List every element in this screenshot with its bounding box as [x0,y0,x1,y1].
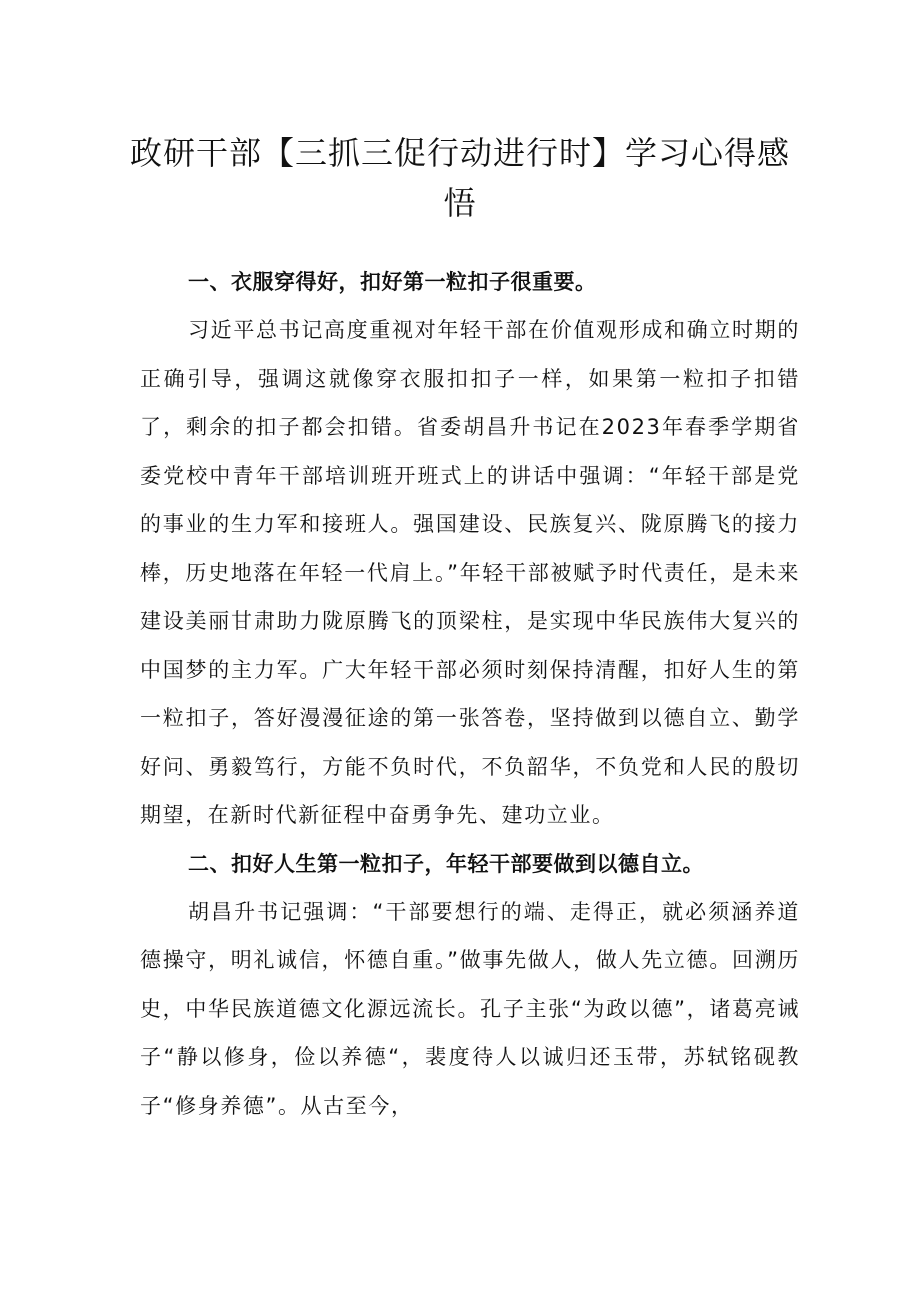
section-paragraph-2: 胡昌升书记强调：“干部要想行的端、走得正，就必须涵养道德操守，明礼诚信，怀德自重。”做事先做人，做人先立德。回溯历史，中华民族道德文化源远流长。孔子主张“为政以德”，诸葛亮诫子“静以修身，俭以养德“，裴度待人以诚归还玉带，苏轼铭砚教子“修身养德”。从古至今， [140,899,800,1118]
section-heading-2: 二、扣好人生第一粒扣子，年轻干部要做到以德自立。 [188,851,704,876]
section-paragraph-1: 习近平总书记高度重视对年轻干部在价值观形成和确立时期的正确引导，强调这就像穿衣服扣扣子一样，如果第一粒扣子扣错了，剩余的扣子都会扣错。省委胡昌升书记在2023年春季学期省委党校中青年干部培训班开班式上的讲话中强调：“年轻干部是党的事业的生力军和接班人。强国建设、民族复兴、陇原腾飞的接力棒，历史地落在年轻一代肩上。”年轻干部被赋予时代责任，是未来建设美丽甘肃助力陇原腾飞的顶梁柱，是实现中华民族伟大复兴的中国梦的主力军。广大年轻干部必须时刻保持清醒，扣好人生的第一粒扣子，答好漫漫征途的第一张答卷，坚持做到以德自立、勤学好问、勇毅笃行，方能不负时代，不负韶华，不负党和人民的殷切期望，在新时代新征程中奋勇争先、建功立业。 [140,318,800,827]
section-heading-1: 一、衣服穿得好，扣好第一粒扣子很重要。 [188,270,597,294]
document-title: 政研干部【三抓三促行动进行时】学习心得感悟 [129,134,790,222]
document-body [140,258,800,1130]
